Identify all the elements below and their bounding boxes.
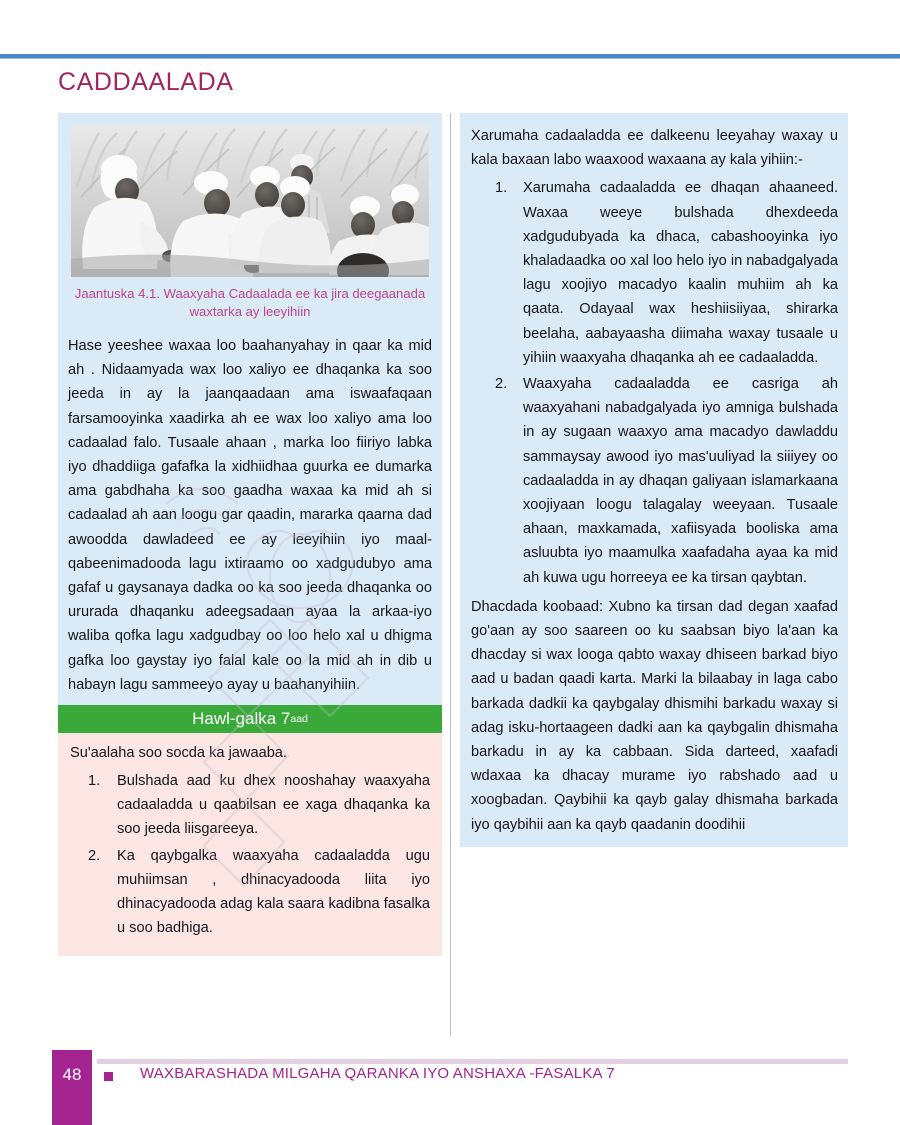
list-text: Xarumaha cadaaladda ee dhaqan ahaaneed. Waxaa weeye bulshada dhexdeeda xadgudubyada ka dhaca, cabashooyinka iyo khaladaadka oo xal loo helo iyo in nabadgalyada lagu xoojiyo macadyo kaalin muhiim ah ka qaata. Odayaal wax heshiisiiyaa, shirarka beelaha, aabayaasha diimaha waxay tusaale u yihiin waaxyaha dhaqanka ah ee cadaaladda. (523, 180, 838, 366)
footer-rule (97, 1059, 848, 1064)
list-item (471, 176, 838, 370)
list-text: Bulshada aad ku dhex nooshahay waaxyaha cadaaladda u qaabilsan ee xaga dhaqanka ka soo jeeda liisgareeya. (117, 773, 430, 838)
right-intro-paragraph: Xarumaha cadaaladda ee dalkeenu leeyahay waxay u kala baxaan labo waaxood waxaana ay kala yihiin:- (471, 128, 838, 169)
two-column-body (58, 113, 848, 1036)
right-column (460, 113, 848, 847)
activity-intro: Su'aalaha soo socda ka jawaaba. (70, 745, 287, 762)
page-number-badge: 48 (52, 1050, 92, 1125)
activity-question-list (70, 769, 430, 940)
header-rule-shadow (0, 58, 900, 59)
right-body-block (460, 113, 848, 847)
list-text: Ka qaybgalka waaxyaha cadaaladda ugu muhiimsan , dhinacyadooda liita iyo dhinacyadooda adag kala saara kadibna fasalka u soo badhiga. (117, 847, 430, 937)
list-marker: 1. (88, 773, 101, 790)
right-tail-paragraph: Dhacdada koobaad: Xubno ka tirsan dad degan xaafad go'aan ay soo saareen oo ku saabsan biyo la'aan ka dhacday si wax looga qabto waxay dhiseen barkad biyo aad u badan qaadi karta. Marki la bilaabay in laga cabo barkada dadkii ka qaybgalay dhismihi barkadu waxay si adag isku-hortaageen dadki aan ka qaybgalin dhismaha barkadu in ay ka cabbaan. Sida darteed, xaafadi wdaxaa ka dhacay murame iyo rabshado aad u xoogbadan. Qaybihii ka qayb galay dhismaha barkada iyo qaybihii aan ka qayb qaadanin doodihii (471, 598, 838, 833)
activity-banner-label: Hawl-galka 7 (192, 709, 291, 729)
left-body-paragraph: Hase yeeshee waxaa loo baahanyahay in qaar ka mid ah . Nidaamyada wax loo xaliyo ee dhaqanka ka soo jeeda in ay la jaanqaadaan ama iswaafaqaan farsamooyinka xaadirka ah ee wax loo xaliyo ama loo cadaalad falo. Tusaale ahaan , marka loo fiiriyo labka iyo dhaddiiga gafafka la xidhiidhaa guurka ee dumarka ama gabdhaha ka soo gaadha waxaa ka mid ah si cadaalad ah aan loogu gar qaadin, mararka qaarna dad awoodda dawladeed ee ay leeyihiin iyo maal-qabeenimadooda lagu ixtiraamo oo xadgudubyo ama gafaf u gaysanaya dadka oo ka soo jeeda dhaqanka oo ururada dhaqanku adeegsadaan ayaa la arkaa-iyo waliba qofka lagu xadgudbay oo loo helo xal u dhigma gafka loo gaystay iyo falal kale oo la mid ah in dib u habayn lagu sammeeyo ayay u baahanyihiin. (68, 338, 432, 693)
footer-title: WAXBARASHADA MILGAHA QARANKA IYO ANSHAXA -FASALKA 7 (140, 1065, 615, 1082)
left-column (58, 113, 442, 956)
figure-caption: Jaantuska 4.1. Waaxyaha Cadaalada ee ka jira deegaanada waxtarka ay leeyihiin (74, 286, 426, 319)
activity-box (58, 733, 442, 956)
left-body-block (58, 328, 442, 705)
list-marker: 2. (88, 847, 101, 864)
page-title: CADDAALADA (58, 68, 234, 96)
list-item (70, 769, 430, 842)
list-marker: 1. (495, 180, 508, 197)
page-footer (0, 1048, 900, 1125)
list-marker: 2. (495, 376, 508, 393)
list-item (471, 372, 838, 590)
column-divider (450, 113, 451, 1036)
figure-photo (71, 125, 429, 277)
list-item (70, 844, 430, 941)
list-text: Waaxyaha cadaaladda ee casriga ah waaxyahani nabadgalyada iyo amniga bulshada in ay sugaan waaxyo ama macadyo dawladdu sammaysay awood iyo mas'uuliyad la siiiyey oo cadaaladda in ay dhaqan galiyaan islamarkaana xoojiyaan loogu talagalay weeyaan. Tusaale ahaan, maxkamada, xafiisyada booliska ama asluubta iyo maamulka xaafadaha ayaa ka mid ah kuwa ugu horreeya ee ka tirsan qaybtan. (523, 376, 838, 586)
activity-banner: Hawl-galka 7 aad (58, 705, 442, 733)
figure-block (58, 113, 442, 328)
justice-types-list (471, 176, 838, 589)
square-bullet-icon (104, 1072, 113, 1081)
